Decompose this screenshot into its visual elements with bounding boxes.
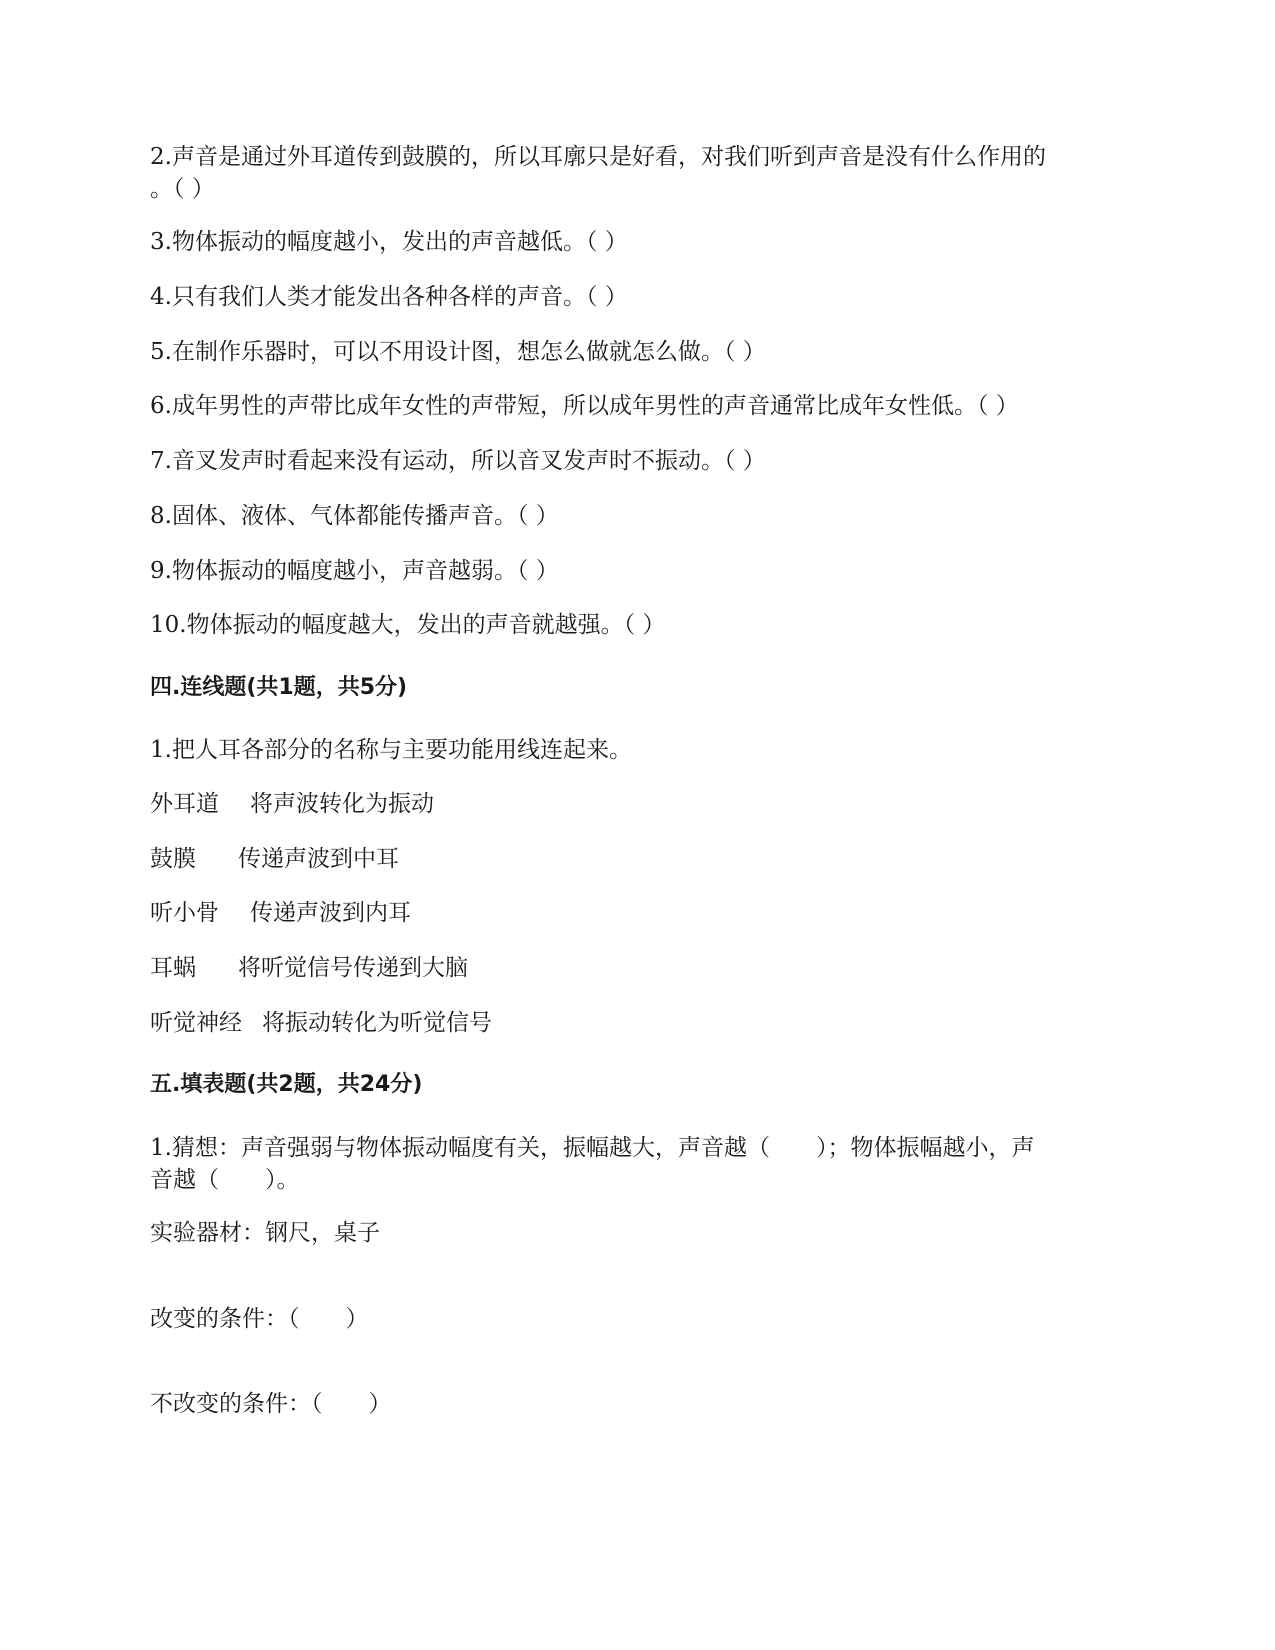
matching-pair <box>150 843 399 875</box>
judgement-item-2-line1: 2.声音是通过外耳道传到鼓膜的，所以耳廓只是好看，对我们听到声音是没有什么作用的 <box>150 144 1046 170</box>
judgement-item-8: 8.固体、液体、气体都能传播声音。（ ） <box>150 503 559 529</box>
section-heading-matching: 四.连线题(共1题，共5分) <box>150 675 408 700</box>
matching-pair <box>150 788 434 820</box>
table-fill-question <box>150 1132 1034 1196</box>
judgement-item-4: 4.只有我们人类才能发出各种各样的声音。（ ） <box>150 284 628 310</box>
pair-term: 耳蜗 <box>150 955 196 981</box>
unchanged-condition: 不改变的条件：（ ） <box>150 1391 392 1417</box>
judgement-item-6: 6.成年男性的声带比成年女性的声带短，所以成年男性的声音通常比成年女性低。（ ） <box>150 393 1019 419</box>
matching-pair <box>150 1007 492 1039</box>
experiment-materials: 实验器材：钢尺，桌子 <box>150 1220 380 1246</box>
matching-question: 1.把人耳各部分的名称与主要功能用线连起来。 <box>150 737 632 763</box>
pair-function: 传递声波到中耳 <box>238 846 399 872</box>
pair-term: 外耳道 <box>150 791 219 817</box>
judgement-item-3: 3.物体振动的幅度越小，发出的声音越低。（ ） <box>150 229 628 255</box>
matching-pair <box>150 897 411 929</box>
pair-function: 将振动转化为听觉信号 <box>262 1010 492 1036</box>
pair-function: 传递声波到内耳 <box>250 900 411 926</box>
pair-term: 听小骨 <box>150 900 219 926</box>
judgement-item-2-line2: 。（ ） <box>150 176 215 202</box>
judgement-item-5: 5.在制作乐器时，可以不用设计图，想怎么做就怎么做。（ ） <box>150 339 766 365</box>
pair-function: 将听觉信号传递到大脑 <box>238 955 468 981</box>
judgement-item-2 <box>150 141 1046 205</box>
judgement-item-10: 10.物体振动的幅度越大，发出的声音就越强。（ ） <box>150 612 666 638</box>
judgement-item-9: 9.物体振动的幅度越小，声音越弱。（ ） <box>150 558 559 584</box>
section-heading-table-fill: 五.填表题(共2题，共24分) <box>150 1072 423 1097</box>
matching-pair <box>150 952 468 984</box>
pair-term: 听觉神经 <box>150 1010 242 1036</box>
judgement-item-7: 7.音叉发声时看起来没有运动，所以音叉发声时不振动。（ ） <box>150 448 766 474</box>
pair-term: 鼓膜 <box>150 846 196 872</box>
changed-condition: 改变的条件：（ ） <box>150 1306 369 1332</box>
pair-function: 将声波转化为振动 <box>250 791 434 817</box>
table-fill-question-line1: 1.猜想：声音强弱与物体振动幅度有关，振幅越大，声音越（ ）；物体振幅越小，声 <box>150 1135 1035 1161</box>
table-fill-question-line2: 音越（ ）。 <box>150 1167 300 1193</box>
